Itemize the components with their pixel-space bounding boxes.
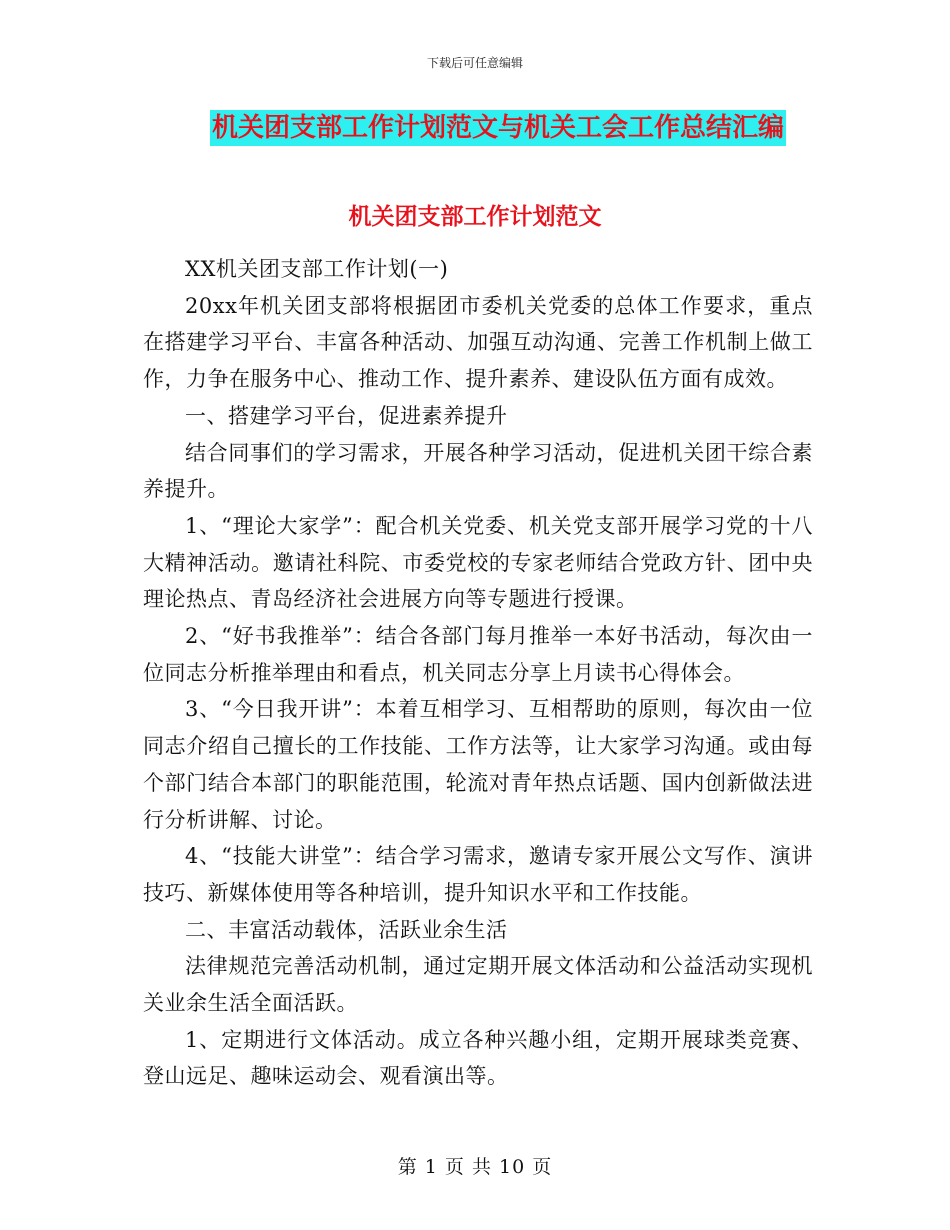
section-title: 机关团支部工作计划范文 <box>348 203 602 230</box>
paragraph: 3、“今日我开讲”：本着互相学习、互相帮助的原则，每次由一位同志介绍自己擅长的工作技能、工作方法等，让大家学习沟通。或由每个部门结合本部门的职能范围，轮流对青年热点话题、国内创新做法进行分析讲解、讨论。 <box>143 697 813 832</box>
main-title-wrap <box>0 110 950 146</box>
document-body <box>143 221 813 1095</box>
page-number: 第 1 页 共 10 页 <box>397 1156 553 1178</box>
document-title: 机关团支部工作计划范文与机关工会工作总结汇编 <box>210 110 786 146</box>
paragraph: XX机关团支部工作计划(一) <box>185 257 449 281</box>
paragraph: 法律规范完善活动机制，通过定期开展文体活动和公益活动实现机关业余生活全面活跃。 <box>143 954 813 1016</box>
paragraph: 1、“理论大家学”：配合机关党委、机关党支部开展学习党的十八大精神活动。邀请社科院、市委党校的专家老师结合党政方针、团中央理论热点、青岛经济社会进展方向等专题进行授课。 <box>143 513 813 612</box>
paragraph: 1、定期进行文体活动。成立各种兴趣小组，定期开展球类竞赛、登山远足、趣味运动会、观看演出等。 <box>143 1027 813 1089</box>
paragraph: 4、“技能大讲堂”：结合学习需求，邀请专家开展公文写作、演讲技巧、新媒体使用等各种培训，提升知识水平和工作技能。 <box>143 844 813 905</box>
paragraph: 20xx年机关团支部将根据团市委机关党委的总体工作要求，重点在搭建学习平台、丰富各种活动、加强互动沟通、完善工作机制上做工作，力争在服务中心、推动工作、提升素养、建设队伍方面有成效。 <box>143 293 813 392</box>
paragraph: 结合同事们的学习需求，开展各种学习活动，促进机关团干综合素养提升。 <box>143 440 813 502</box>
header-note: 下载后可任意编辑 <box>426 56 523 70</box>
paragraph: 一、搭建学习平台，促进素养提升 <box>185 403 508 428</box>
paragraph: 二、丰富活动载体，活跃业余生活 <box>185 917 508 942</box>
paragraph: 2、“好书我推举”：结合各部门每月推举一本好书活动，每次由一位同志分析推举理由和看点，机关同志分享上月读书心得体会。 <box>143 624 813 685</box>
